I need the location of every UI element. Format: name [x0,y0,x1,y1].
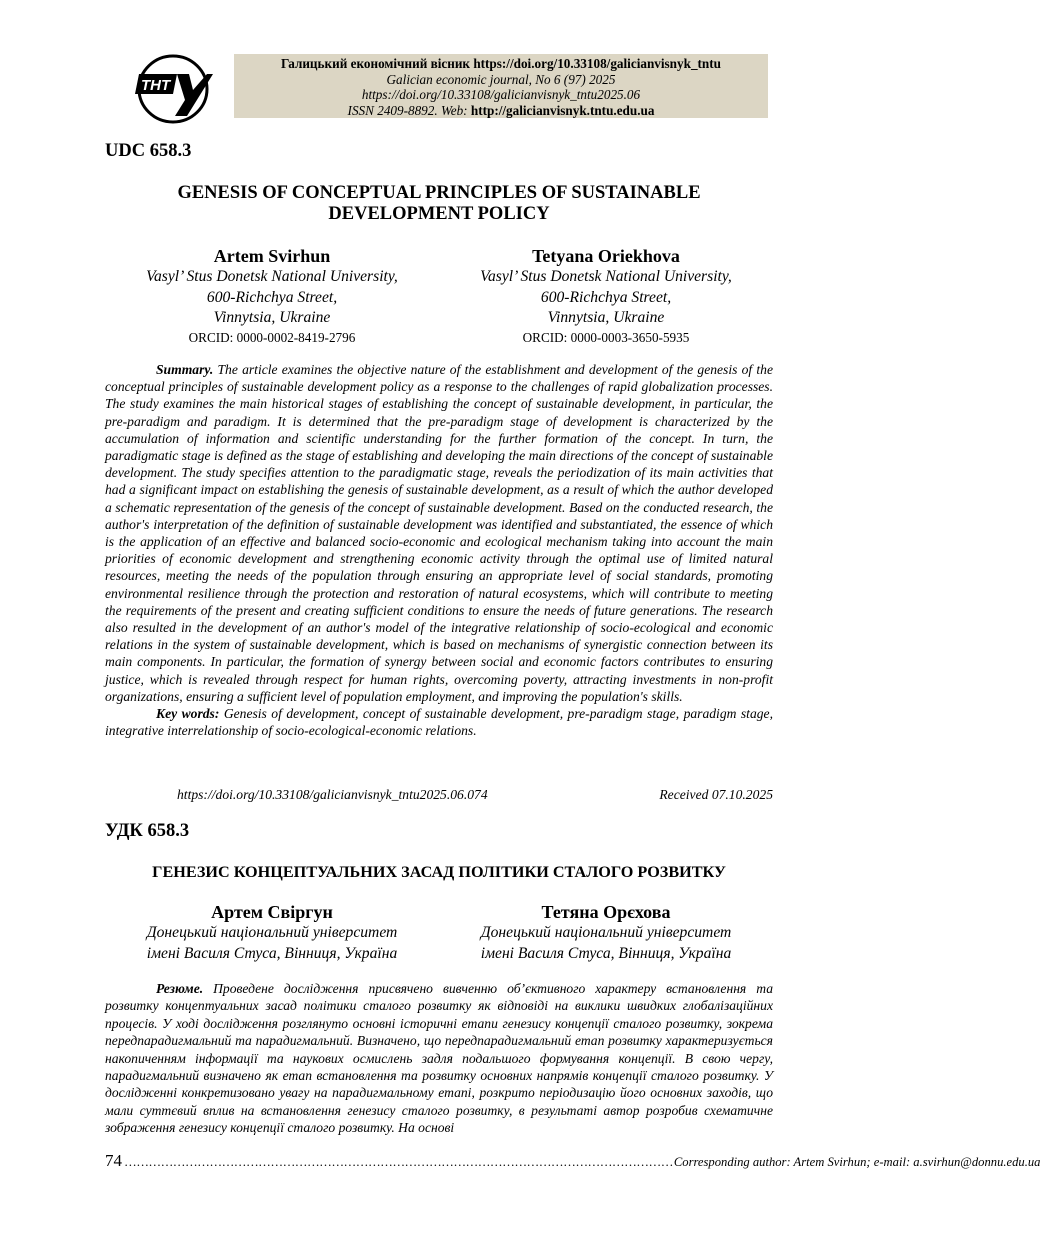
issue-doi-link[interactable]: https://doi.org/10.33108/galicianvisnyk_tntu2025.06 [361,87,641,102]
article-doi-link[interactable]: https://doi.org/10.33108/galicianvisnyk_tntu2025.06.074 [177,787,488,802]
article-title-line-2: DEVELOPMENT POLICY [328,204,550,224]
author-city: Vinnytsia, Ukraine [547,309,665,326]
udc-code-ua: УДК 658.3 [105,821,190,841]
author-orcid[interactable]: ORCID: 0000-0003-3650-5935 [522,329,690,345]
summary-paragraph [105,980,773,1137]
author-card [105,245,439,346]
received-date: Received 07.10.2025 [659,787,773,802]
author-name: Артем Свіргун [211,902,333,922]
summary-en [105,361,773,739]
journal-web-link[interactable]: http://galicianvisnyk.tntu.edu.ua [470,102,655,118]
summary-label: Summary. [156,362,214,377]
author-name: Artem Svirhun [213,246,331,266]
author-address: 600-Richchya Street, [206,288,338,306]
summary-paragraph [105,361,773,705]
keywords-label: Key words: [156,706,220,722]
summary-label: Резюме. [156,981,204,996]
tntu-logo-icon [133,52,213,124]
author-name: Тетяна Орєхова [541,902,671,922]
author-card [439,245,773,346]
summary-ua [105,980,773,1137]
summary-text: The article examines the objective nature of the establishment and development of the genesis of the conceptual principles of sustainable development policy as a response to the challenges of rapid globalization processes. The study examines the main historical stages of establishing the concept of sustainable development, in particular, the pre-paradigm and paradigm. It is determined that the pre-paradigm stage of development is characterized by the accumulation of information and scientific understanding for the further formation of the concept. In turn, the paradigmatic stage is defined as the stage of establishing and developing the main directions of the concept of sustainable development. The study specifies attention to the paradigmatic stage, reveals the periodization of its main activities that had a significant impact on establishing the genesis of sustainable development, as a result of which the author developed a schematic representation of the genesis of the concept of sustainable development. Based on the conducted research, the author's interpretation of the definition of sustainable development was identified and substantiated, the essence of which is the application of an effective and balanced socio-economic and ecological mechanism taking into account the main priorities of economic development and strengthening economic activity through the optimal use of limited natural resources, meeting the needs of the population through ensuring an appropriate level of social standards, promoting environmental resilience through the protection and restoration of natural ecosystems, which will contribute to meeting the requirements of the present and creating sufficient conditions to ensure the needs of future generations. The research also resulted in the development of an author's model of the integrative relationship of socio-ecological and economic relations in the system of sustainable development, which is based on mechanisms of synergistic connection between its main components. In particular, the formation of synergy between social and economic factors contributes to ensuring justice, which is revealed through respect for human rights, overcoming poverty, attracting investments in non-profit organizations, ensuring a sufficient level of population employment, and improving the population's skills. [105,362,773,704]
author-card [105,901,439,964]
author-city: Vinnytsia, Ukraine [213,309,331,326]
author-affiliation: Донецький національний університет [480,924,732,941]
author-name: Tetyana Oriekhova [532,246,680,266]
author-block-ua [105,901,773,964]
university-logo [133,52,213,124]
keywords-text: Genesis of development, concept of sustainable development, pre-paradigm stage, paradigm stage, integrative interrelationship of socio-ecological-economic relations. [105,706,773,739]
journal-header [234,54,768,118]
author-block-en [105,245,773,346]
article-title-ua: ГЕНЕЗИС КОНЦЕПТУАЛЬНИХ ЗАСАД ПОЛІТИКИ СТАЛОГО РОЗВИТКУ [152,863,726,881]
article-title [105,183,773,225]
author-address: 600-Richchya Street, [540,288,672,306]
author-affiliation: Донецький національний університет [146,924,398,941]
page-footer [105,1151,1040,1171]
page-number: 74 [105,1151,122,1170]
journal-title-ua: Галицький економічний вісник https://doi.org/10.33108/galicianvisnyk_tntu [281,56,721,71]
udc-code: UDC 658.3 [105,141,192,161]
author-orcid[interactable]: ORCID: 0000-0002-8419-2796 [188,329,356,345]
keywords-paragraph [105,705,773,739]
author-affiliation-city: імені Василя Стуса, Вінниця, Україна [146,944,398,962]
article-title-line-1: GENESIS OF CONCEPTUAL PRINCIPLES OF SUSTAINABLE [177,183,701,203]
issn-label: ISSN 2409-8892. Web: [347,102,471,118]
footer-leader-dots: ……………………………………………………………………………………………………………………… [125,1155,674,1169]
corresponding-author: Corresponding author: Artem Svirhun; e-mail: a.svirhun@donnu.edu.ua [673,1155,1040,1169]
svg-text:THT: THT [141,77,171,94]
journal-title-en: Galician economic journal, No 6 (97) 2025 [386,71,616,87]
summary-text: Проведене дослідження присвячено вивченню об’єктивного характеру встановлення та розвитку концептуальних засад політики сталого розвитку як відповіді на виклики швидких глобалізаційних процесів. У ході дослідження розглянуто основні історичні етапи генезису концепції сталого розвитку, зокрема передпарадигмальний та парадигмальний. Визначено, що передпарадигмальний етап розвитку характеризується накопиченням інформації та наукових осмислень задля подальшого формування концепції. В свою чергу, парадигмальний визначено як етап встановлення та розвитку основних напрямів концепції сталого розвитку. У дослідженні конкретизовано увагу на парадигмальному етапі, розкрито періодизацію його основних заходів, що мали суттєвий вплив на встановлення генезису сталого розвитку, в результаті автор розробив схематичне зображення генезису концепції сталого розвитку. На основі [105,981,773,1136]
author-affiliation: Vasyl’ Stus Donetsk National University, [146,268,398,285]
author-affiliation-city: імені Василя Стуса, Вінниця, Україна [480,944,732,962]
author-affiliation: Vasyl’ Stus Donetsk National University, [480,268,732,285]
author-card [439,901,773,964]
